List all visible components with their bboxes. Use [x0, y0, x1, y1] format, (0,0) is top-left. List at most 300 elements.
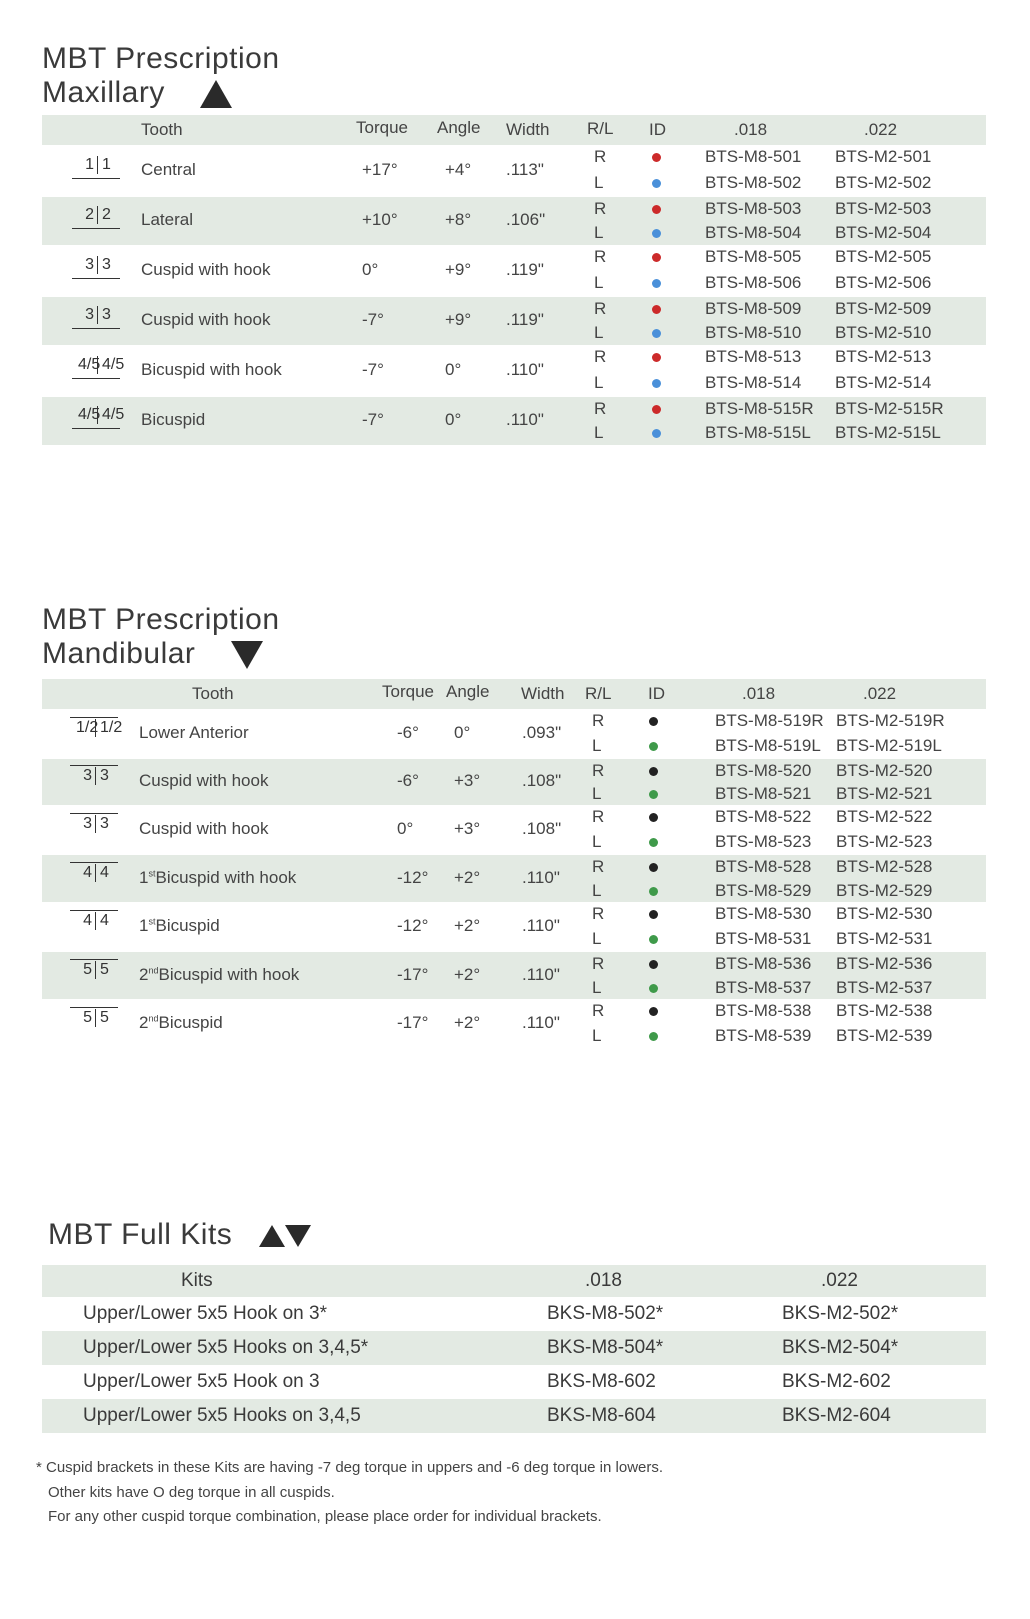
side-left: L [594, 223, 604, 242]
right-color-dot [652, 153, 661, 162]
tooth-mark-right: 4/5 [102, 356, 125, 373]
tooth-mark-right: 1 [102, 156, 111, 173]
header-tooth: Tooth [192, 684, 234, 703]
table-row [42, 345, 986, 397]
ordinal-number: 1 [139, 868, 149, 887]
part-022-right: BTS-M2-505 [835, 247, 932, 266]
tooth-number-mark [78, 356, 125, 374]
maxillary-title-line1: MBT Prescription [42, 42, 280, 75]
tooth-name-text: Cuspid with hook [141, 260, 271, 279]
right-color-dot [649, 910, 658, 919]
part-022-right: BTS-M2-536 [836, 954, 933, 973]
tooth-mark-line [70, 862, 118, 863]
mandibular-title [42, 603, 280, 671]
part-018-right: BTS-M8-501 [705, 147, 802, 166]
kits-title-text: MBT Full Kits [48, 1218, 233, 1251]
tooth-mark-line [70, 910, 118, 911]
table-row [42, 855, 986, 902]
tooth-name [139, 965, 299, 985]
tooth-name [141, 410, 205, 430]
tooth-mark-left: 5 [76, 961, 96, 979]
tooth-number-mark [76, 719, 123, 737]
kit-018: BKS-M8-502* [547, 1303, 664, 1324]
width-value: .119" [506, 310, 544, 329]
tooth-name-text: Bicuspid with hook [155, 868, 297, 887]
header-angle: Angle [437, 118, 481, 137]
torque-value: 0° [397, 819, 414, 838]
part-018-right: BTS-M8-522 [715, 807, 812, 826]
part-018-left: BTS-M8-521 [715, 784, 812, 803]
table-row [42, 145, 986, 197]
tooth-number-mark [76, 1009, 116, 1027]
side-right: R [592, 761, 605, 780]
part-018-left: BTS-M8-506 [705, 273, 802, 292]
part-018-right: BTS-M8-530 [715, 904, 812, 923]
left-color-dot [652, 329, 661, 338]
kit-022: BKS-M2-602 [782, 1371, 891, 1392]
width-value: .108" [522, 819, 562, 838]
part-018-left: BTS-M8-515L [705, 423, 811, 442]
part-018-right: BTS-M8-538 [715, 1001, 812, 1020]
side-left: L [592, 784, 602, 803]
part-022-left: BTS-M2-504 [835, 223, 932, 242]
tooth-mark-right: 3 [102, 256, 111, 273]
tooth-mark-right: 3 [100, 767, 109, 784]
tooth-number-mark [76, 815, 116, 833]
tooth-mark-right: 4 [100, 864, 109, 881]
down-triangle-icon [231, 641, 263, 669]
side-right: R [592, 807, 605, 826]
tooth-name-text: Bicuspid with hook [158, 965, 300, 984]
tooth-mark-line [70, 1007, 118, 1008]
table-row [42, 902, 986, 952]
angle-value: 0° [445, 360, 462, 379]
mandibular-title-line2 [42, 637, 280, 671]
right-color-dot [649, 863, 658, 872]
torque-value: -7° [362, 310, 384, 329]
left-color-dot [652, 229, 661, 238]
width-value: .106" [506, 210, 546, 229]
part-018-left: BTS-M8-523 [715, 832, 812, 851]
part-018-right: BTS-M8-520 [715, 761, 812, 780]
tooth-mark-right: 3 [102, 306, 111, 323]
torque-value: -7° [362, 410, 384, 429]
left-color-dot [649, 1032, 658, 1041]
width-value: .110" [522, 965, 560, 984]
maxillary-table [42, 115, 986, 445]
side-left: L [592, 736, 602, 755]
tooth-name [139, 819, 268, 839]
tooth-mark-line [72, 228, 120, 229]
tooth-mark-line [72, 378, 120, 379]
ordinal-suffix: nd [148, 965, 159, 976]
right-color-dot [649, 1007, 658, 1016]
kit-name: Upper/Lower 5x5 Hooks on 3,4,5 [83, 1405, 361, 1426]
side-right: R [592, 904, 605, 923]
tooth-name [139, 771, 268, 791]
table-row [42, 1365, 986, 1399]
tooth-mark-right: 3 [100, 815, 109, 832]
mandibular-title-line1: MBT Prescription [42, 603, 280, 636]
side-right: R [592, 954, 605, 973]
part-018-left: BTS-M8-539 [715, 1026, 812, 1045]
kit-022: BKS-M2-504* [782, 1337, 899, 1358]
part-022-right: BTS-M2-515R [835, 399, 944, 418]
part-022-left: BTS-M2-531 [836, 929, 933, 948]
maxillary-title-line2 [42, 76, 280, 110]
mandibular-table [42, 679, 986, 1049]
side-left: L [594, 373, 604, 392]
table-row [42, 1399, 986, 1433]
part-022-right: BTS-M2-501 [835, 147, 932, 166]
table-row [42, 709, 986, 759]
torque-value: -17° [397, 965, 429, 984]
table-row [42, 197, 986, 245]
kit-name: Upper/Lower 5x5 Hooks on 3,4,5* [83, 1337, 369, 1358]
tooth-number-mark [78, 406, 125, 424]
part-022-right: BTS-M2-538 [836, 1001, 933, 1020]
part-018-left: BTS-M8-531 [715, 929, 812, 948]
tooth-name-text: Lateral [141, 210, 193, 229]
right-color-dot [649, 813, 658, 822]
tooth-mark-right: 2 [102, 206, 111, 223]
side-left: L [592, 881, 602, 900]
part-018-right: BTS-M8-505 [705, 247, 802, 266]
tooth-mark-right: 1/2 [100, 719, 123, 736]
tooth-number-mark [76, 961, 116, 979]
left-color-dot [649, 935, 658, 944]
part-022-right: BTS-M2-509 [835, 299, 932, 318]
table-row [42, 759, 986, 805]
tooth-name [141, 210, 193, 230]
side-left: L [594, 273, 604, 292]
width-value: .110" [506, 360, 544, 379]
header-torque: Torque [382, 682, 434, 701]
width-value: .110" [522, 1013, 560, 1032]
torque-value: +17° [362, 160, 398, 179]
tooth-mark-line [70, 717, 118, 718]
header-018: .018 [734, 120, 768, 139]
width-value: .110" [522, 868, 560, 887]
footnote-line3: For any other cuspid torque combination, please place order for individual brackets. [48, 1508, 602, 1525]
left-color-dot [652, 379, 661, 388]
maxillary-header [42, 115, 986, 145]
tooth-name-text: Cuspid with hook [141, 310, 271, 329]
part-022-left: BTS-M2-523 [836, 832, 933, 851]
header-kits: Kits [181, 1270, 213, 1291]
side-left: L [594, 323, 604, 342]
right-color-dot [649, 767, 658, 776]
torque-value: -12° [397, 868, 429, 887]
header-angle: Angle [446, 682, 490, 701]
part-018-left: BTS-M8-510 [705, 323, 802, 342]
torque-value: +10° [362, 210, 398, 229]
tooth-mark-left: 4/5 [78, 356, 101, 373]
tooth-name-text: Cuspid with hook [139, 819, 269, 838]
kits-title [48, 1218, 311, 1252]
header-rl: R/L [585, 684, 612, 703]
tooth-mark-left: 4 [76, 912, 96, 930]
torque-value: 0° [362, 260, 379, 279]
right-color-dot [652, 305, 661, 314]
kit-022: BKS-M2-502* [782, 1303, 899, 1324]
maxillary-title [42, 42, 280, 110]
kit-018: BKS-M8-602 [547, 1371, 656, 1392]
angle-value: 0° [445, 410, 462, 429]
tooth-mark-line [72, 178, 120, 179]
right-color-dot [649, 960, 658, 969]
side-left: L [594, 173, 604, 192]
footnote-line2: Other kits have O deg torque in all cuspids. [48, 1484, 335, 1501]
tooth-name-text: Bicuspid [155, 916, 220, 935]
header-022: .022 [863, 684, 897, 703]
torque-value: -17° [397, 1013, 429, 1032]
tooth-number-mark [76, 864, 116, 882]
part-022-left: BTS-M2-519L [836, 736, 942, 755]
table-row [42, 245, 986, 297]
part-022-left: BTS-M2-502 [835, 173, 932, 192]
ordinal-number: 2 [139, 1013, 149, 1032]
right-color-dot [652, 205, 661, 214]
side-left: L [592, 1026, 602, 1045]
kits-table [42, 1265, 986, 1433]
part-022-right: BTS-M2-503 [835, 199, 932, 218]
tooth-mark-right: 4/5 [102, 406, 125, 423]
angle-value: +2° [454, 868, 481, 887]
part-022-left: BTS-M2-539 [836, 1026, 933, 1045]
part-018-right: BTS-M8-536 [715, 954, 812, 973]
ordinal-suffix: nd [148, 1013, 159, 1024]
down-triangle-icon [285, 1225, 311, 1247]
part-022-right: BTS-M2-528 [836, 857, 933, 876]
part-022-right: BTS-M2-513 [835, 347, 932, 366]
header-022: .022 [821, 1270, 858, 1291]
kit-name: Upper/Lower 5x5 Hook on 3* [83, 1303, 327, 1324]
width-value: .110" [506, 410, 544, 429]
part-022-left: BTS-M2-506 [835, 273, 932, 292]
tooth-name [139, 916, 220, 936]
tooth-name [141, 260, 270, 280]
header-torque: Torque [356, 118, 408, 137]
tooth-name-text: Bicuspid [141, 410, 206, 429]
up-triangle-icon [259, 1225, 285, 1247]
angle-value: +3° [454, 819, 481, 838]
part-022-left: BTS-M2-521 [836, 784, 933, 803]
torque-value: -6° [397, 723, 419, 742]
tooth-name-text: Cuspid with hook [139, 771, 269, 790]
tooth-name-text: Lower Anterior [139, 723, 249, 742]
part-018-left: BTS-M8-537 [715, 978, 812, 997]
angle-value: 0° [454, 723, 471, 742]
right-color-dot [652, 253, 661, 262]
left-color-dot [649, 742, 658, 751]
tooth-name [141, 160, 196, 180]
left-color-dot [649, 790, 658, 799]
tooth-mark-left: 3 [76, 767, 96, 785]
tooth-mark-left: 4 [76, 864, 96, 882]
header-width: Width [521, 684, 565, 703]
part-018-right: BTS-M8-528 [715, 857, 812, 876]
side-right: R [592, 857, 605, 876]
torque-value: -6° [397, 771, 419, 790]
tooth-number-mark [76, 767, 116, 785]
tooth-mark-left: 4/5 [78, 406, 101, 423]
right-color-dot [649, 717, 658, 726]
footnote-line1: * Cuspid brackets in these Kits are having -7 deg torque in uppers and -6 deg torque in lowers. [36, 1459, 664, 1476]
width-value: .093" [522, 723, 562, 742]
width-value: .119" [506, 260, 544, 279]
header-tooth: Tooth [141, 120, 183, 139]
part-018-right: BTS-M8-503 [705, 199, 802, 218]
header-id: ID [648, 684, 665, 703]
kit-022: BKS-M2-604 [782, 1405, 891, 1426]
part-018-right: BTS-M8-515R [705, 399, 814, 418]
tooth-number-mark [76, 912, 116, 930]
left-color-dot [649, 838, 658, 847]
side-left: L [592, 978, 602, 997]
table-row [42, 297, 986, 345]
right-color-dot [652, 353, 661, 362]
ordinal-suffix: st [148, 916, 156, 927]
tooth-number-mark [78, 306, 118, 324]
angle-value: +4° [445, 160, 472, 179]
side-right: R [594, 147, 607, 166]
width-value: .110" [522, 916, 560, 935]
table-row [42, 397, 986, 445]
tooth-mark-line [72, 328, 120, 329]
tooth-mark-line [70, 959, 118, 960]
tooth-mark-left: 3 [78, 256, 98, 274]
side-right: R [594, 299, 607, 318]
part-022-left: BTS-M2-514 [835, 373, 932, 392]
side-left: L [594, 423, 604, 442]
angle-value: +2° [454, 965, 481, 984]
part-018-right: BTS-M8-509 [705, 299, 802, 318]
left-color-dot [652, 429, 661, 438]
left-color-dot [652, 179, 661, 188]
side-left: L [592, 929, 602, 948]
part-022-left: BTS-M2-510 [835, 323, 932, 342]
mandibular-header [42, 679, 986, 709]
tooth-name-text: Central [141, 160, 196, 179]
tooth-mark-line [70, 765, 118, 766]
tooth-mark-left: 1/2 [76, 719, 99, 736]
tooth-mark-left: 3 [78, 306, 98, 324]
angle-value: +9° [445, 310, 472, 329]
header-id: ID [649, 120, 666, 139]
kit-018: BKS-M8-604 [547, 1405, 656, 1426]
part-018-left: BTS-M8-504 [705, 223, 802, 242]
tooth-mark-line [72, 278, 120, 279]
tooth-mark-left: 5 [76, 1009, 96, 1027]
part-022-right: BTS-M2-530 [836, 904, 933, 923]
table-row [42, 1297, 986, 1331]
tooth-name [139, 723, 249, 743]
ordinal-number: 2 [139, 965, 149, 984]
side-left: L [592, 832, 602, 851]
side-right: R [592, 711, 605, 730]
tooth-name-text: Bicuspid [158, 1013, 223, 1032]
left-color-dot [652, 279, 661, 288]
tooth-mark-line [70, 813, 118, 814]
left-color-dot [649, 984, 658, 993]
part-022-left: BTS-M2-529 [836, 881, 933, 900]
part-018-right: BTS-M8-519R [715, 711, 824, 730]
table-row [42, 805, 986, 855]
header-018: .018 [585, 1270, 622, 1291]
tooth-name-text: Bicuspid with hook [141, 360, 282, 379]
tooth-mark-right: 5 [100, 1009, 109, 1026]
tooth-number-mark [78, 206, 118, 224]
torque-value: -12° [397, 916, 429, 935]
part-018-right: BTS-M8-513 [705, 347, 802, 366]
table-row [42, 999, 986, 1049]
angle-value: +3° [454, 771, 481, 790]
header-width: Width [506, 120, 550, 139]
width-value: .113" [506, 160, 544, 179]
part-022-left: BTS-M2-537 [836, 978, 933, 997]
tooth-number-mark [78, 256, 118, 274]
tooth-name [139, 1013, 223, 1033]
angle-value: +2° [454, 916, 481, 935]
ordinal-number: 1 [139, 916, 149, 935]
part-018-left: BTS-M8-529 [715, 881, 812, 900]
part-018-left: BTS-M8-519L [715, 736, 821, 755]
ordinal-suffix: st [148, 868, 156, 879]
table-row [42, 1331, 986, 1365]
part-018-left: BTS-M8-502 [705, 173, 802, 192]
tooth-mark-right: 4 [100, 912, 109, 929]
side-right: R [594, 399, 607, 418]
side-right: R [594, 347, 607, 366]
side-right: R [594, 247, 607, 266]
part-022-right: BTS-M2-522 [836, 807, 933, 826]
angle-value: +9° [445, 260, 472, 279]
side-right: R [592, 1001, 605, 1020]
part-018-left: BTS-M8-514 [705, 373, 802, 392]
tooth-mark-line [72, 428, 120, 429]
width-value: .108" [522, 771, 562, 790]
tooth-name [139, 868, 296, 888]
up-triangle-icon [200, 80, 232, 108]
tooth-mark-left: 1 [78, 156, 98, 174]
header-rl: R/L [587, 119, 614, 138]
tooth-number-mark [78, 156, 118, 174]
header-022: .022 [864, 120, 898, 139]
side-right: R [594, 199, 607, 218]
mandibular-subtitle: Mandibular [42, 637, 196, 670]
part-022-right: BTS-M2-519R [836, 711, 945, 730]
left-color-dot [649, 887, 658, 896]
kit-018: BKS-M8-504* [547, 1337, 664, 1358]
torque-value: -7° [362, 360, 384, 379]
part-022-left: BTS-M2-515L [835, 423, 941, 442]
header-018: .018 [742, 684, 776, 703]
angle-value: +8° [445, 210, 472, 229]
part-022-right: BTS-M2-520 [836, 761, 933, 780]
kit-name: Upper/Lower 5x5 Hook on 3 [83, 1371, 320, 1392]
maxillary-subtitle: Maxillary [42, 76, 165, 109]
angle-value: +2° [454, 1013, 481, 1032]
tooth-mark-right: 5 [100, 961, 109, 978]
right-color-dot [652, 405, 661, 414]
tooth-mark-left: 2 [78, 206, 98, 224]
table-row [42, 952, 986, 999]
kits-header [42, 1265, 986, 1297]
tooth-mark-left: 3 [76, 815, 96, 833]
tooth-name [141, 360, 282, 380]
tooth-name [141, 310, 270, 330]
